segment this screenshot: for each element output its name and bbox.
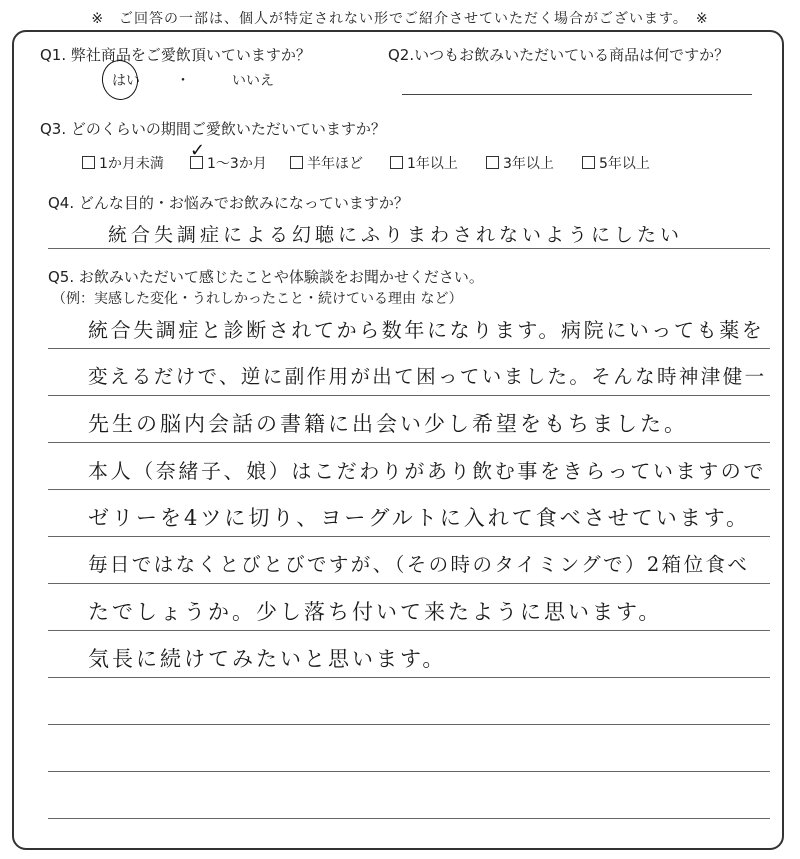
q5-answer-line-3: 先生の脳内会話の書籍に出会い少し希望をもちました。 [88, 412, 688, 436]
q5-answer-line-1: 統合失調症と診断されてから数年になります。病院にいっても薬を [88, 318, 765, 342]
q5-answer-line-5: ゼリーを4ツに切り、ヨーグルトに入れて食べさせています。 [88, 506, 751, 530]
ruled-line [48, 395, 770, 396]
ruled-line [48, 536, 770, 537]
ruled-line [48, 724, 770, 725]
q3-option-2: 1〜3か月 [190, 153, 267, 173]
ruled-line [48, 677, 770, 678]
ruled-line [48, 771, 770, 772]
checkbox-icon [390, 156, 403, 169]
q1-question: Q1. 弊社商品をご愛飲頂いていますか？ [40, 46, 311, 64]
checkbox-icon [290, 156, 303, 169]
q4-answer-line [48, 248, 770, 249]
q5-example: （例：実感した変化・うれしかったこと・続けている理由 など） [52, 291, 463, 307]
checkbox-icon [582, 156, 595, 169]
q3-option-3: 半年ほど [290, 153, 363, 173]
q3-option-1: 1か月未満 [82, 153, 164, 173]
ruled-line [48, 818, 770, 819]
q1-separator: ・ [176, 73, 190, 89]
q5-answer-line-7: たでしょうか。少し落ち付いて来たように思います。 [88, 600, 663, 624]
q3-option-4: 1年以上 [390, 153, 458, 173]
q2-question: Q2.いつもお飲みいただいている商品は何ですか？ [388, 46, 730, 64]
q3-option-6: 5年以上 [582, 153, 650, 173]
q5-question: Q5. お飲みいただいて感じたことや体験談をお聞かせください。 [48, 268, 484, 286]
checkbox-icon [486, 156, 499, 169]
q5-answer-line-6: 毎日ではなくとびとびですが、（その時のタイミングで）2箱位食べ [88, 553, 750, 576]
q5-answer-line-2: 変えるだけで、逆に副作用が出て困っていました。そんな時神津健一 [88, 365, 767, 388]
q1-option-yes: はい [112, 73, 140, 89]
ruled-line [48, 442, 770, 443]
privacy-notice: ※ ご回答の一部は、個人が特定されない形でご紹介させていただく場合がございます。 ※ [91, 11, 709, 27]
q1-option-no: いいえ [232, 73, 274, 89]
ruled-line [48, 348, 770, 349]
q4-question: Q4. どんな目的・お悩みでお飲みになっていますか？ [48, 194, 409, 212]
q3-options [82, 153, 682, 177]
q3-option-5: 3年以上 [486, 153, 554, 173]
q2-answer-line [402, 94, 752, 95]
q3-check-mark-icon: ✓ [190, 140, 206, 161]
ruled-line [48, 583, 770, 584]
ruled-line [48, 630, 770, 631]
q3-question: Q3. どのくらいの期間ご愛飲いただいていますか？ [40, 120, 386, 138]
q5-answer-line-4: 本人（奈緒子、娘）はこだわりがあり飲む事をきらっていますので [88, 459, 766, 483]
ruled-line [48, 489, 770, 490]
q5-answer-line-8: 気長に続けてみたいと思います。 [88, 647, 447, 671]
checkbox-icon [82, 156, 95, 169]
q4-answer-handwriting: 統合失調症による幻聴にふりまわされないようにしたい [108, 224, 684, 246]
